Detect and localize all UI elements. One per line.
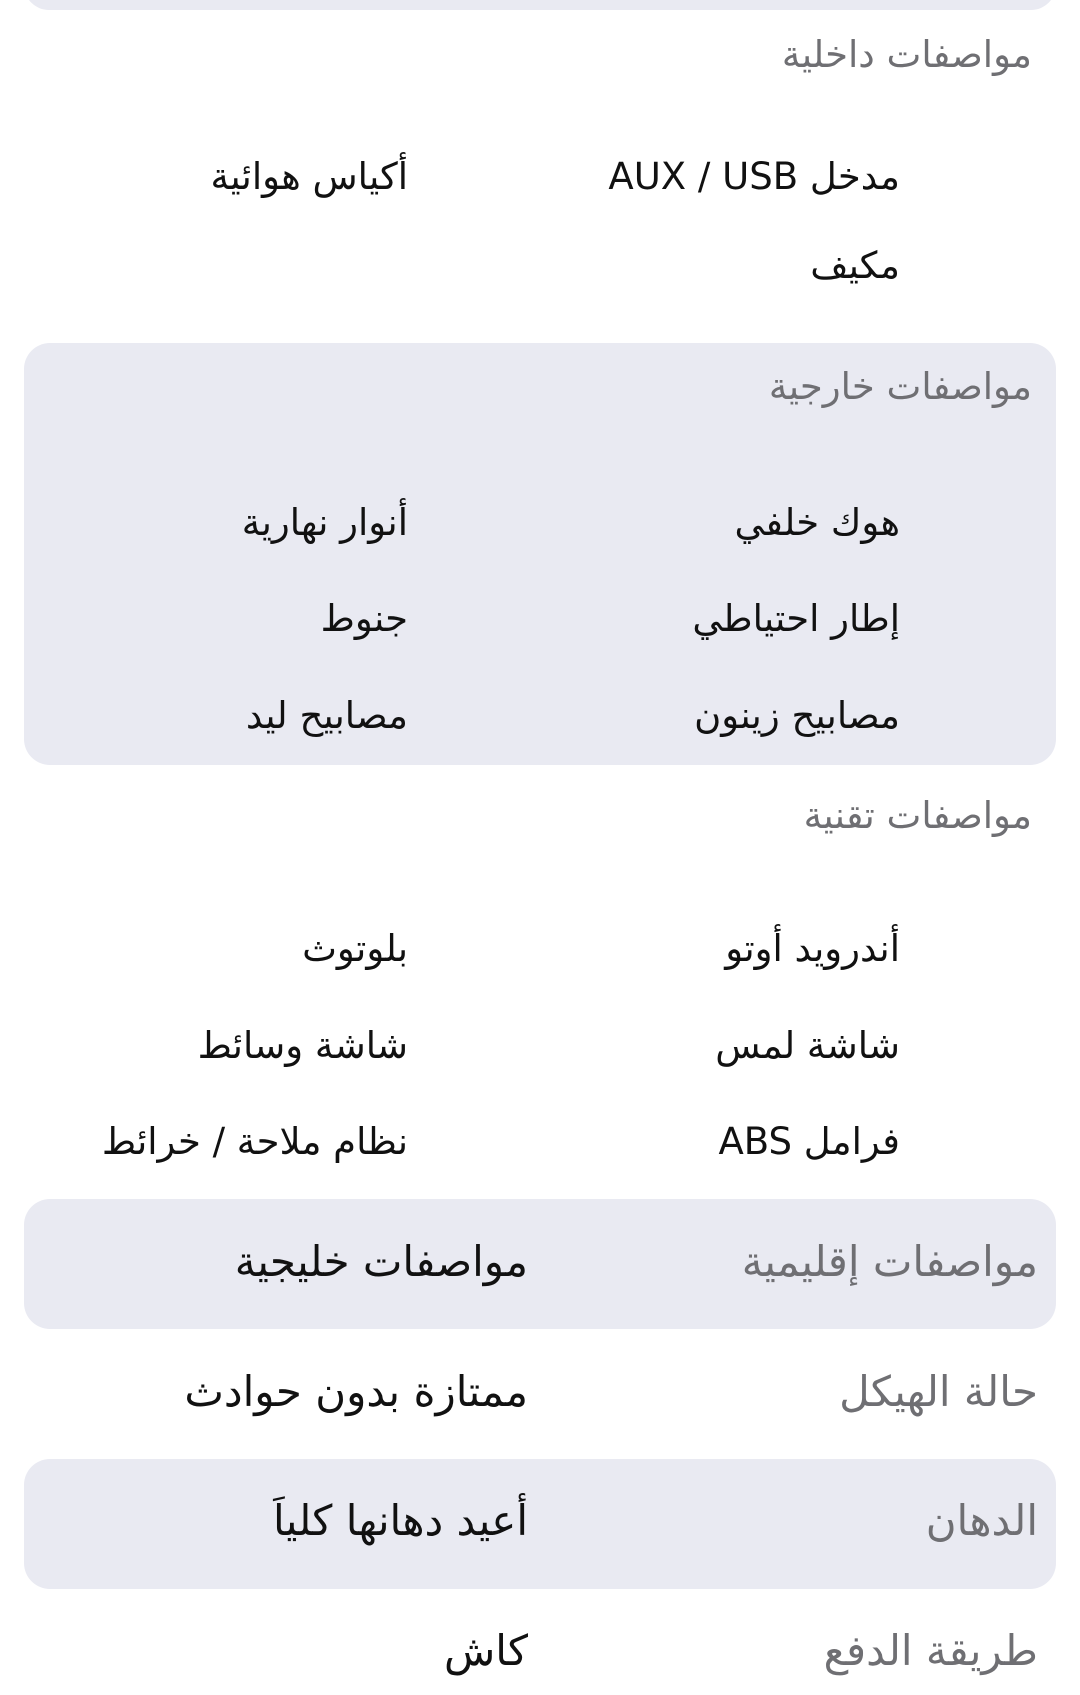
feature-android-auto: أندرويد أوتو (725, 927, 900, 970)
feature-tow-hook: هوك خلفي (734, 501, 900, 544)
detail-value-body-condition: ممتازة بدون حوادث (184, 1367, 528, 1416)
feature-bluetooth: بلوتوث (302, 927, 408, 970)
feature-led-lights: مصابيح ليد (245, 694, 408, 737)
exterior-section-title: مواصفات خارجية (768, 365, 1032, 408)
detail-value-payment-method: كاش (443, 1626, 528, 1675)
feature-touch-screen: شاشة لمس (715, 1024, 900, 1067)
detail-label-paint: الدهان (925, 1496, 1038, 1545)
feature-daytime-lights: أنوار نهارية (241, 501, 408, 544)
previous-section-card (24, 0, 1056, 10)
feature-xenon-lights: مصابيح زينون (694, 694, 900, 737)
detail-value-paint: أعيد دهانها كلياَ (272, 1496, 528, 1545)
feature-airbags: أكياس هوائية (210, 155, 408, 198)
detail-value-regional-specs: مواصفات خليجية (234, 1237, 528, 1286)
feature-spare-tire: إطار احتياطي (692, 597, 900, 640)
detail-label-body-condition: حالة الهيكل (839, 1367, 1038, 1416)
feature-navigation: نظام ملاحة / خرائط (101, 1120, 408, 1163)
feature-rims: جنوط (320, 597, 408, 640)
feature-ac: مكيف (810, 244, 900, 287)
interior-section-title: مواصفات داخلية (781, 33, 1032, 76)
technical-section-title: مواصفات تقنية (803, 794, 1032, 837)
detail-label-payment-method: طريقة الدفع (823, 1626, 1038, 1675)
detail-label-regional-specs: مواصفات إقليمية (741, 1237, 1038, 1286)
feature-aux-usb: مدخل AUX / USB (608, 155, 900, 198)
feature-media-screen: شاشة وسائط (197, 1024, 408, 1067)
feature-abs-brakes: فرامل ABS (718, 1120, 900, 1163)
detail-row-paint-bg (24, 1459, 1056, 1589)
